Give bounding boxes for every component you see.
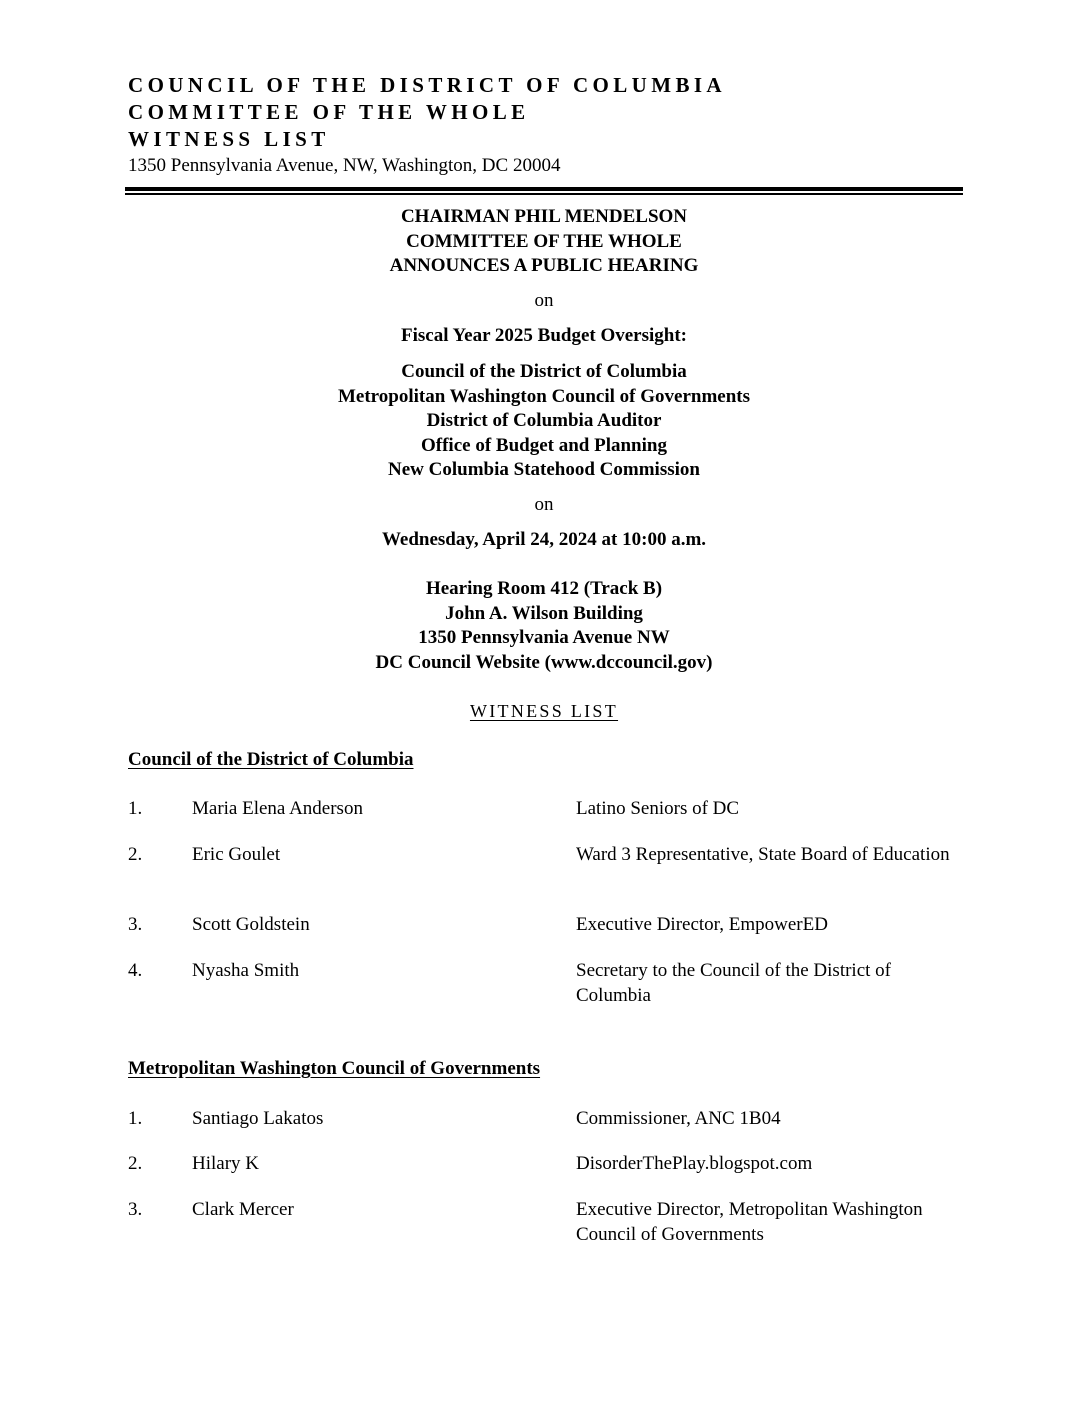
witness-list-heading-text: WITNESS LIST [469,701,619,721]
witness-name: Santiago Lakatos [192,1108,324,1129]
letterhead-address: 1350 Pennsylvania Avenue, NW, Washington, DC 20004 [128,155,561,176]
letterhead-document-type: WITNESS LIST [128,127,330,151]
section-title: Metropolitan Washington Council of Governments [128,1058,541,1079]
witness-number: 2. [128,844,143,865]
section-title: Council of the District of Columbia [128,749,414,770]
witness-number: 3. [128,914,143,935]
witness-row [0,959,1088,1011]
witness-number: 1. [128,1108,143,1129]
witness-name: Clark Mercer [192,1199,294,1220]
announcement-header [144,205,944,279]
on-connector-2: on [534,494,554,515]
witness-row [0,1198,1088,1250]
agency-item: Metropolitan Washington Council of Governments [337,385,751,407]
location-line: Hearing Room 412 (Track B) [425,578,663,599]
witness-number: 2. [128,1153,143,1174]
witness-affiliation: Executive Director, EmpowerED [576,914,828,935]
agency-list [144,360,944,483]
witness-row [0,1152,1088,1204]
witness-affiliation: Commissioner, ANC 1B04 [576,1108,781,1129]
agency-item: Office of Budget and Planning [421,434,667,456]
location-line: 1350 Pennsylvania Avenue NW [418,627,670,648]
hearing-announcement-line: ANNOUNCES A PUBLIC HEARING [389,255,699,276]
agency-item: Council of the District of Columbia [401,361,687,382]
location-line: DC Council Website (www.dccouncil.gov) [375,651,713,673]
agency-item: District of Columbia Auditor [426,410,662,431]
hearing-subject: Fiscal Year 2025 Budget Oversight: [400,325,688,346]
witness-name: Maria Elena Anderson [192,798,363,819]
witness-affiliation: DisorderThePlay.blogspot.com [576,1153,813,1174]
header-rule-thick [125,187,963,191]
witness-affiliation: Ward 3 Representative, State Board of Education [576,844,950,865]
witness-affiliation: Secretary to the Council of the District of Columbia [576,960,891,1006]
location-line: John A. Wilson Building [445,602,643,624]
witness-row [0,913,1088,965]
witness-number: 4. [128,960,143,981]
header-rule-thin [125,193,963,195]
witness-name: Hilary K [192,1153,260,1174]
witness-list-heading [144,699,944,723]
letterhead [128,72,968,178]
committee-line: COMMITTEE OF THE WHOLE [406,230,682,252]
witness-affiliation: Executive Director, Metropolitan Washington Council of Governments [576,1199,923,1245]
hearing-date: Wednesday, April 24, 2024 at 10:00 a.m. [381,529,707,550]
witness-row [0,797,1088,849]
hearing-location [144,577,944,675]
chairman-line: CHAIRMAN PHIL MENDELSON [400,206,688,227]
agency-item: New Columbia Statehood Commission [388,459,700,480]
witness-name: Eric Goulet [192,844,281,865]
witness-name: Scott Goldstein [192,914,310,935]
witness-name: Nyasha Smith [192,960,300,981]
witness-number: 1. [128,798,143,819]
witness-affiliation: Latino Seniors of DC [576,798,740,819]
letterhead-council: COUNCIL OF THE DISTRICT OF COLUMBIA [128,73,726,97]
letterhead-committee: COMMITTEE OF THE WHOLE [128,100,530,124]
witness-row [0,843,1088,895]
on-connector-1: on [534,290,554,311]
witness-number: 3. [128,1199,143,1220]
